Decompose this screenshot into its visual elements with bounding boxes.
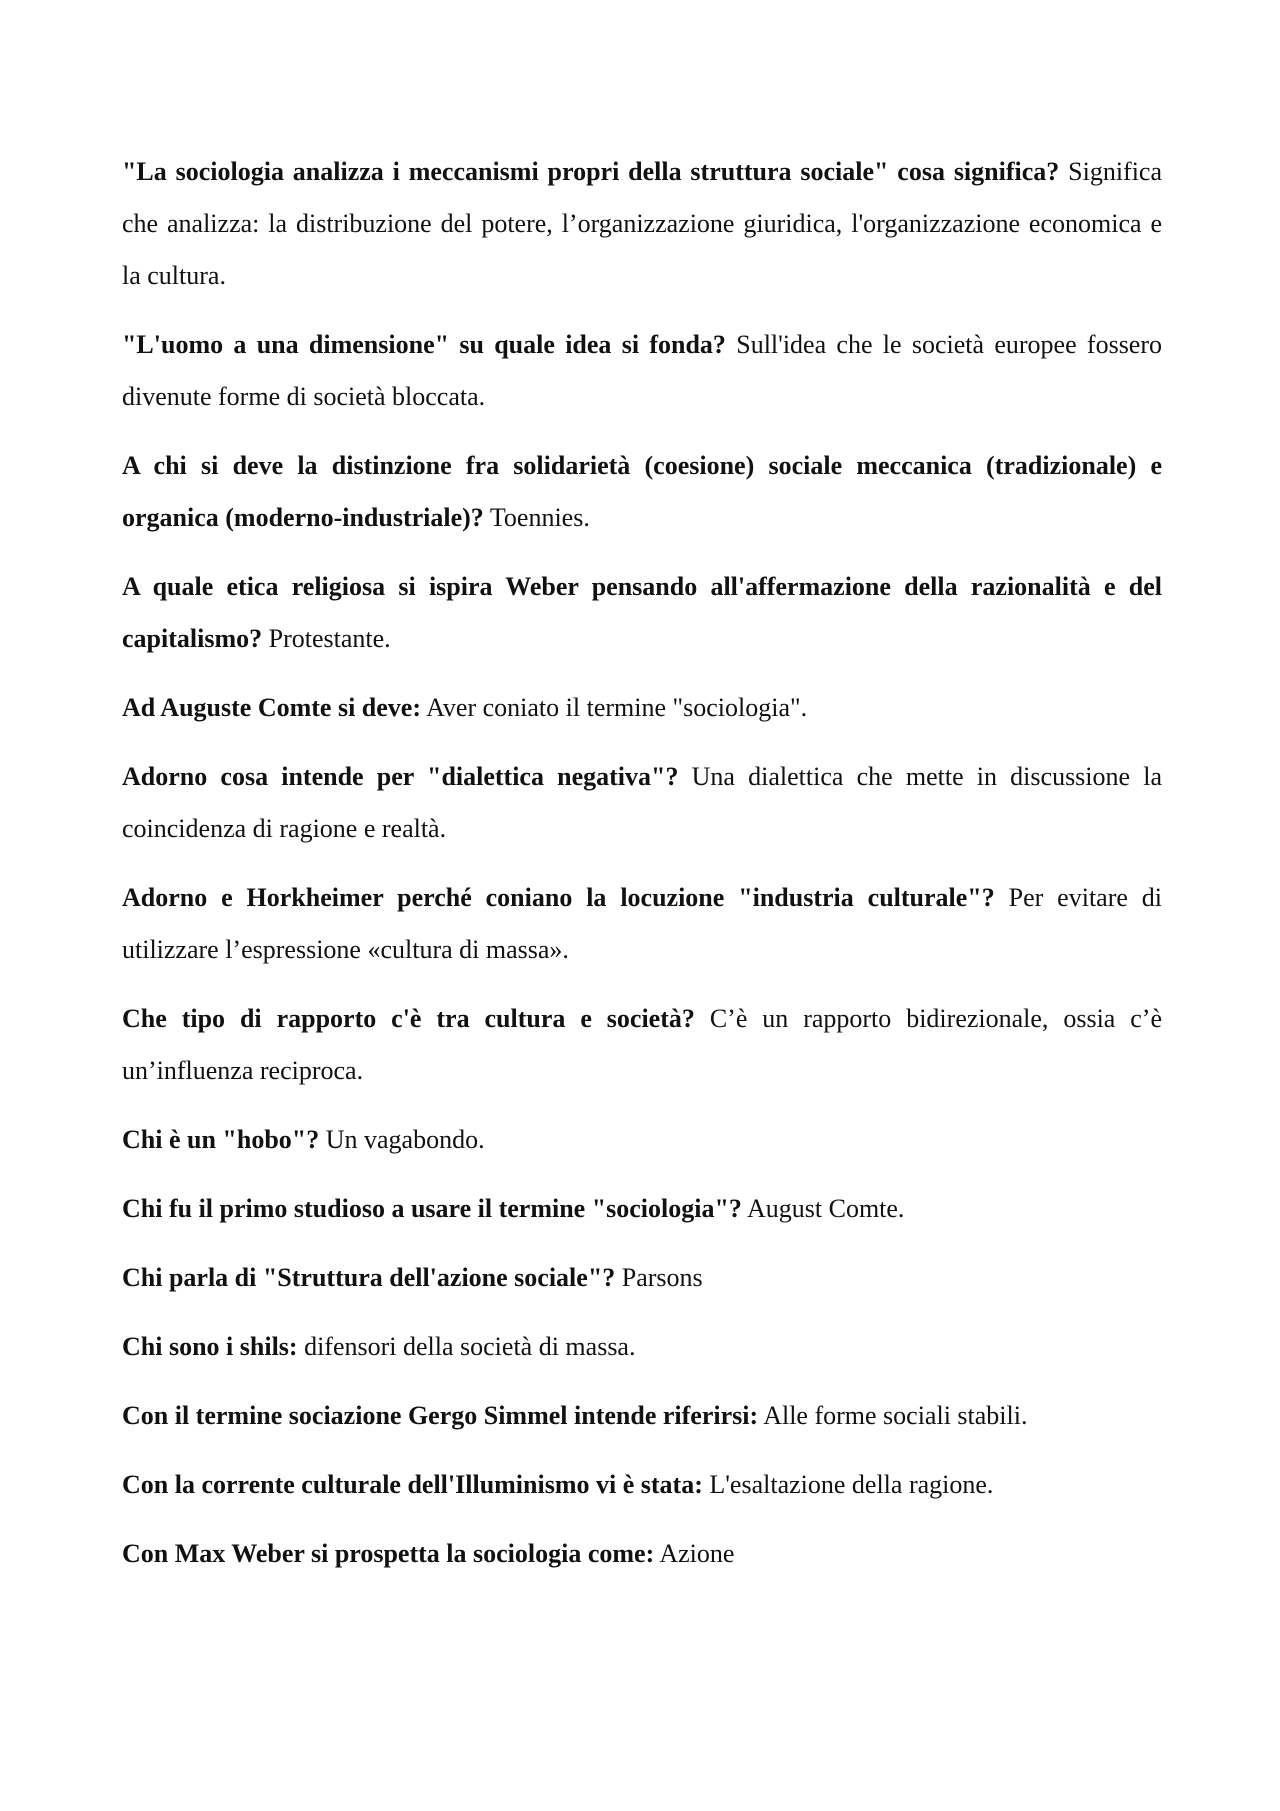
- qa-item-6: [122, 751, 1162, 855]
- answer: Toennies.: [489, 503, 590, 532]
- answer: Parsons: [621, 1263, 703, 1292]
- answer: Per evitare di utilizzare l’espressione «cultura di massa».: [122, 883, 1163, 964]
- answer: Sull'idea che le società europee fossero divenute forme di società bloccata.: [122, 330, 1163, 411]
- qa-item-12: [122, 1321, 1162, 1373]
- question: Con il termine sociazione Gergo Simmel intende riferirsi:: [122, 1401, 759, 1430]
- qa-item-1: [122, 146, 1162, 302]
- answer: Una dialettica che mette in discussione la coincidenza di ragione e realtà.: [122, 762, 1163, 843]
- question: A quale etica religiosa si ispira Weber pensando all'affermazione della razionalità e del capitalismo?: [122, 572, 1162, 653]
- qa-item-2: [122, 319, 1162, 423]
- answer: Aver coniato il termine "sociologia".: [426, 693, 808, 722]
- question: Con Max Weber si prospetta la sociologia come:: [122, 1539, 655, 1568]
- question: Chi fu il primo studioso a usare il termine "sociologia"?: [122, 1194, 742, 1223]
- question: "L'uomo a una dimensione" su quale idea si fonda?: [122, 330, 726, 359]
- answer: Protestante.: [268, 624, 391, 653]
- question: Ad Auguste Comte si deve:: [122, 693, 421, 722]
- qa-item-13: [122, 1390, 1162, 1442]
- qa-item-14: [122, 1459, 1162, 1511]
- qa-item-11: [122, 1252, 1162, 1304]
- qa-item-7: [122, 872, 1162, 976]
- qa-item-15: [122, 1528, 1162, 1580]
- question: A chi si deve la distinzione fra solidarietà (coesione) sociale meccanica (tradizionale) e organica (moderno-industriale)?: [122, 451, 1162, 532]
- qa-item-9: [122, 1114, 1162, 1166]
- answer: Significa che analizza: la distribuzione del potere, l’organizzazione giuridica, l'organizzazione economica e la cultura.: [122, 157, 1163, 290]
- qa-item-5: [122, 682, 1162, 734]
- answer: Alle forme sociali stabili.: [763, 1401, 1028, 1430]
- question: Con la corrente culturale dell'Illuminismo vi è stata:: [122, 1470, 703, 1499]
- qa-item-8: [122, 993, 1162, 1097]
- answer: Azione: [659, 1539, 735, 1568]
- answer: August Comte.: [746, 1194, 905, 1223]
- qa-item-4: [122, 561, 1162, 665]
- qa-item-3: [122, 440, 1162, 544]
- question: Adorno e Horkheimer perché coniano la locuzione "industria culturale"?: [122, 883, 995, 912]
- question: Che tipo di rapporto c'è tra cultura e società?: [122, 1004, 695, 1033]
- question: Chi parla di "Struttura dell'azione sociale"?: [122, 1263, 616, 1292]
- question: Adorno cosa intende per "dialettica negativa"?: [122, 762, 679, 791]
- answer: difensori della società di massa.: [304, 1332, 636, 1361]
- qa-item-10: [122, 1183, 1162, 1235]
- answer: Un vagabondo.: [325, 1125, 485, 1154]
- question: Chi sono i shils:: [122, 1332, 298, 1361]
- answer: C’è un rapporto bidirezionale, ossia c’è un’influenza reciproca.: [122, 1004, 1163, 1085]
- question: "La sociologia analizza i meccanismi propri della struttura sociale" cosa significa?: [122, 157, 1060, 186]
- answer: L'esaltazione della ragione.: [709, 1470, 994, 1499]
- question: Chi è un "hobo"?: [122, 1125, 320, 1154]
- qa-list: [122, 146, 1162, 1597]
